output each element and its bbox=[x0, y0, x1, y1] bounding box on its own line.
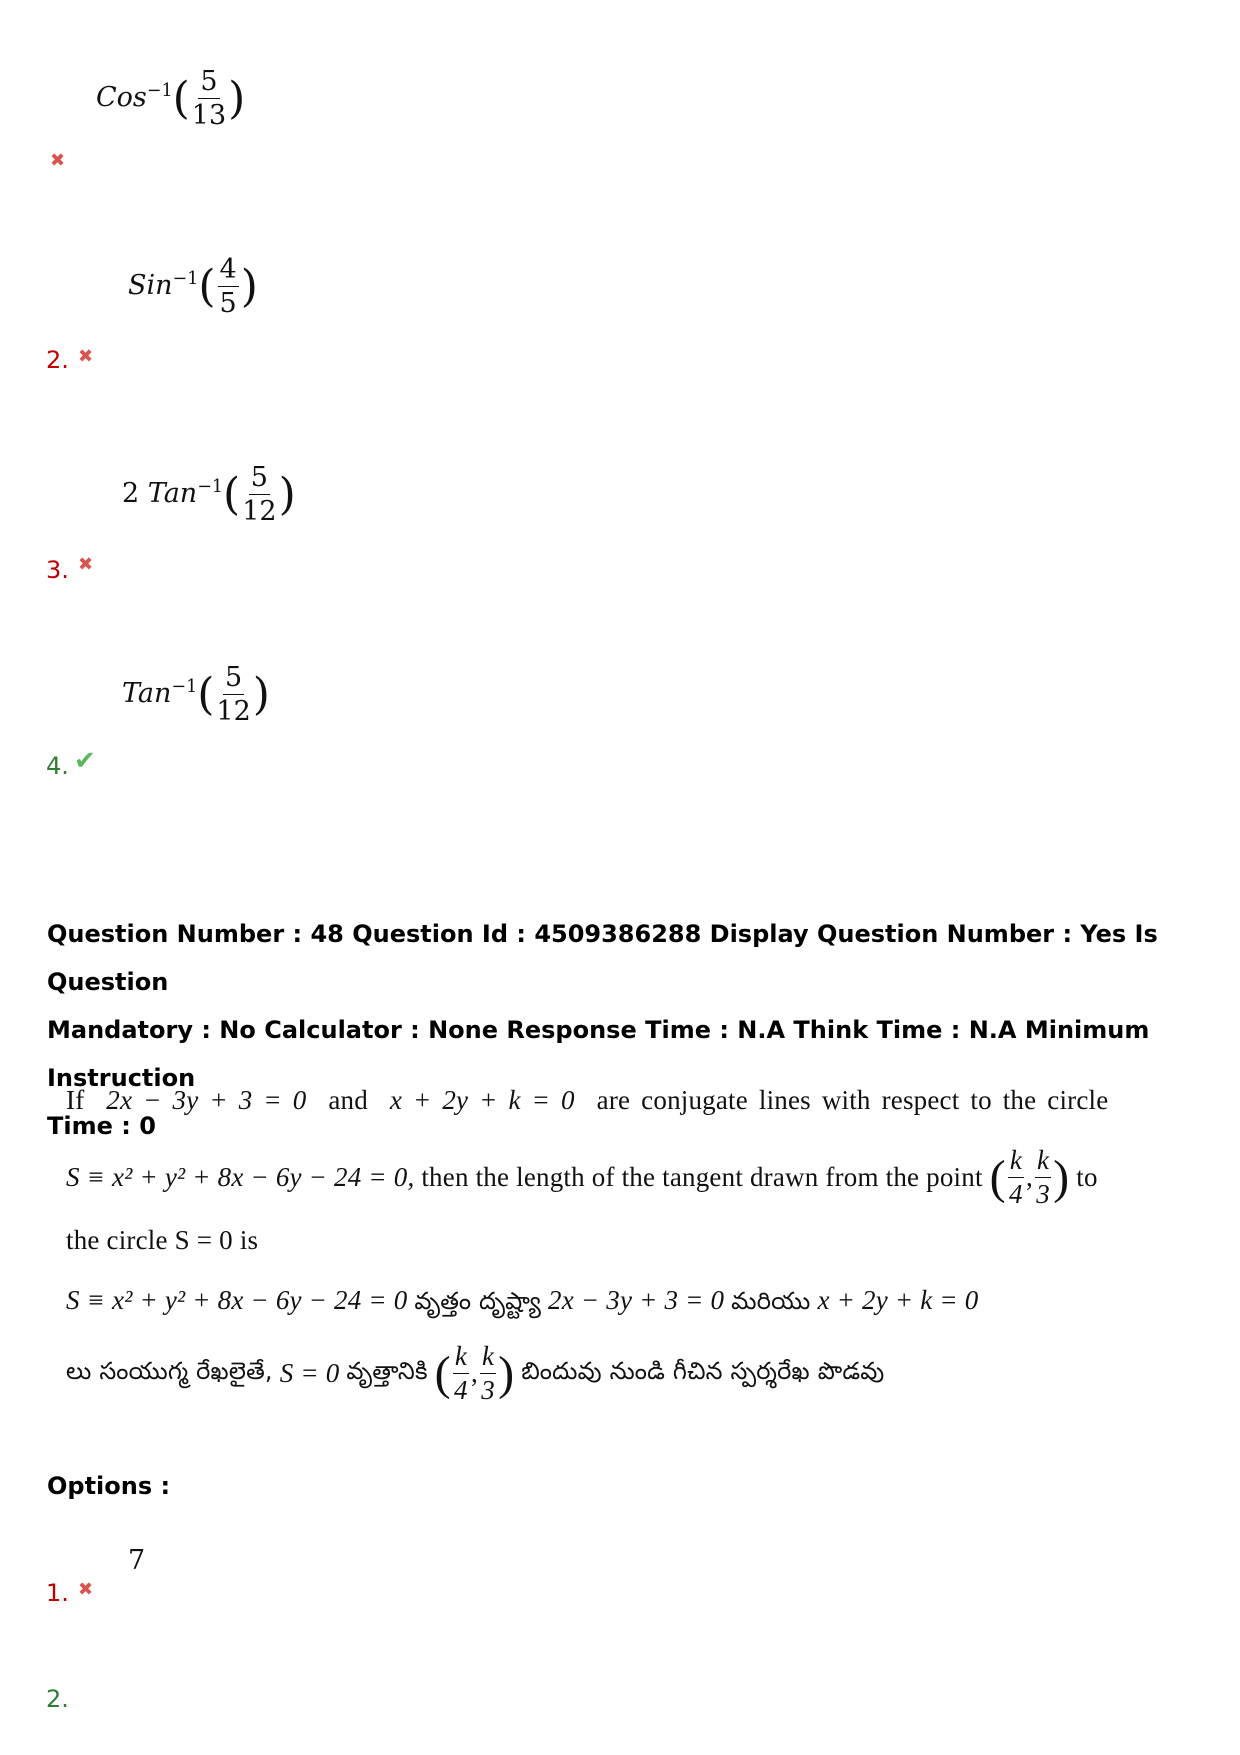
incorrect-icon: ✖ bbox=[78, 554, 94, 575]
option-1-value: 7 bbox=[128, 1545, 146, 1576]
question-line-2: S ≡ x² + y² + 8x − 6y − 24 = 0, then the length of the tangent drawn from the point ( $\frac{k}{4}$ , $\frac{k}{3}$ ) to bbox=[66, 1145, 1098, 1209]
incorrect-icon: ✖ bbox=[78, 346, 94, 367]
question-metadata-line-3: Time : 0 bbox=[47, 1112, 156, 1140]
option-number: 3. bbox=[46, 556, 69, 584]
option-number: 2. bbox=[46, 346, 69, 374]
prev-option-4-expression: Tan$^{-1}$( $\frac{5}{12}$ ) bbox=[122, 662, 270, 727]
prev-option-1-expression: Cos$^{-1}$( $\frac{5}{13}$ ) bbox=[96, 66, 246, 131]
prev-option-2-expression: Sin$^{-1}$( $\frac{4}{5}$ ) bbox=[128, 254, 258, 319]
question-metadata-line-2: Mandatory : No Calculator : None Response Time : N.A Think Time : N.A Minimum Instruction bbox=[47, 1016, 1150, 1092]
option-number: 2. bbox=[46, 1685, 69, 1713]
incorrect-icon: ✖ bbox=[50, 150, 66, 171]
question-metadata-line-1: Question Number : 48 Question Id : 4509386288 Display Question Number : Yes Is Question bbox=[47, 920, 1158, 996]
incorrect-icon: ✖ bbox=[78, 1579, 94, 1600]
question-telugu-line-1: S ≡ x² + y² + 8x − 6y − 24 = 0 వృత్తం దృష్ట్యా 2x − 3y + 3 = 0 మరియు x + 2y + k = 0 bbox=[66, 1285, 979, 1315]
question-line-3: the circle S = 0 is bbox=[66, 1225, 259, 1255]
question-line-1: If 2x − 3y + 3 = 0 and x + 2y + k = 0 are conjugate lines with respect to the circle bbox=[66, 1085, 1109, 1115]
options-label: Options : bbox=[47, 1472, 171, 1500]
prev-option-3-expression: 2 Tan$^{-1}$( $\frac{5}{12}$ ) bbox=[122, 462, 296, 527]
option-number: 4. bbox=[46, 752, 69, 780]
question-telugu-line-2: లు సంయుగ్మ రేఖలైతే, S = 0 వృత్తానికి ( $\frac{k}{4}$ , $\frac{k}{3}$ ) బిందువు నుండి గీచిన స్పర్శరేఖ పొడవు bbox=[66, 1341, 885, 1405]
correct-check-icon: ✔ bbox=[74, 746, 96, 776]
option-number: 1. bbox=[46, 1579, 69, 1607]
